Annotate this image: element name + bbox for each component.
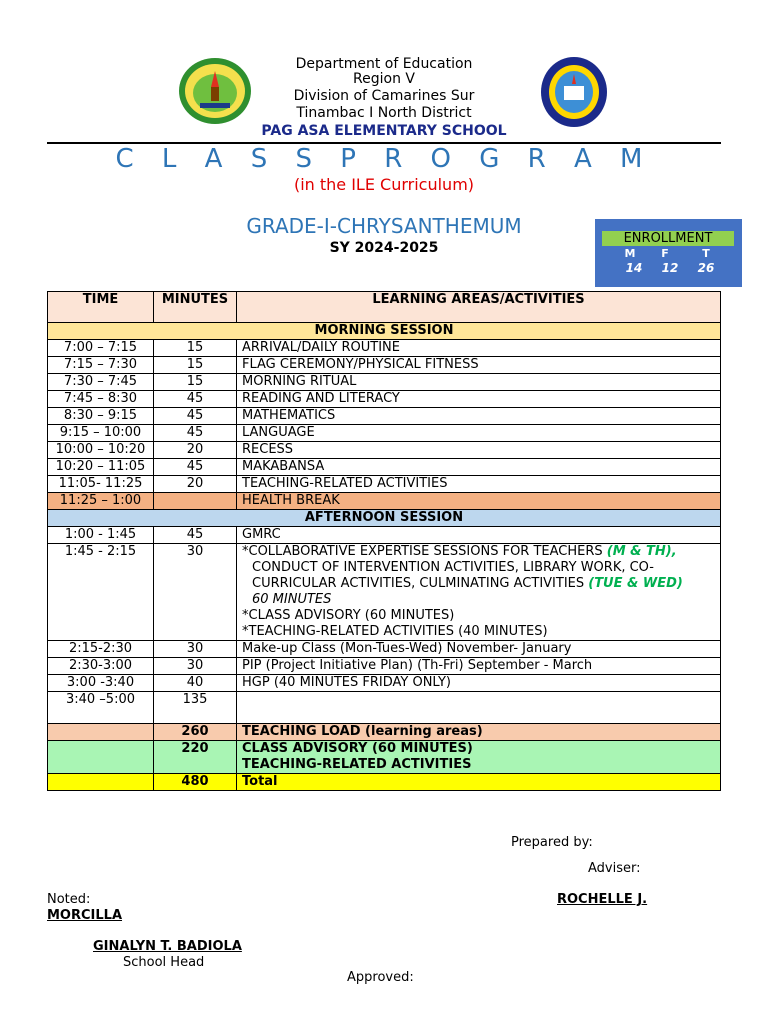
total-row (48, 774, 721, 791)
row-time: 1:00 - 1:45 (48, 527, 154, 544)
header-region: Region V (353, 71, 415, 87)
advisory-row (48, 741, 721, 774)
table-row (48, 476, 721, 493)
header-department: Department of Education (295, 56, 473, 72)
collab-days-1: (M & TH), (606, 544, 677, 559)
adviser-name: ROCHELLE J. (557, 892, 648, 907)
header-district: Tinambac I North District (296, 105, 472, 121)
table-row (48, 692, 721, 724)
collab-activities (237, 544, 721, 641)
row-minutes: 480 (154, 774, 237, 791)
prepared-by-label: Prepared by: (511, 835, 593, 850)
row-activity: Total (237, 774, 721, 791)
table-row (48, 408, 721, 425)
table-row (48, 391, 721, 408)
row-activity: ARRIVAL/DAILY ROUTINE (237, 340, 721, 357)
adviser-label: Adviser: (588, 861, 641, 876)
row-minutes: 15 (154, 340, 237, 357)
row-minutes: 45 (154, 459, 237, 476)
row-time: 9:15 – 10:00 (48, 425, 154, 442)
advisory-line-2: TEACHING-RELATED ACTIVITIES (242, 757, 472, 772)
table-row (48, 442, 721, 459)
table-row (48, 357, 721, 374)
morning-session-row (48, 323, 721, 340)
enrollment-col-m: M (624, 247, 636, 260)
morning-session-label: MORNING SESSION (48, 323, 721, 340)
header-time: TIME (48, 292, 154, 323)
table-row (48, 340, 721, 357)
row-time: 11:25 – 1:00 (48, 493, 154, 510)
enrollment-value-m: 14 (625, 261, 643, 275)
enrollment-value-f: 12 (661, 261, 679, 275)
row-activity: GMRC (237, 527, 721, 544)
row-activity: FLAG CEREMONY/PHYSICAL FITNESS (237, 357, 721, 374)
table-row (48, 675, 721, 692)
noted-label: Noted: (47, 892, 91, 907)
row-time: 10:20 – 11:05 (48, 459, 154, 476)
row-time: 7:30 – 7:45 (48, 374, 154, 391)
row-minutes: 20 (154, 476, 237, 493)
row-time: 7:15 – 7:30 (48, 357, 154, 374)
table-row (48, 425, 721, 442)
row-time (48, 774, 154, 791)
approved-label: Approved: (347, 970, 414, 985)
enrollment-box (595, 219, 742, 287)
school-head-title: School Head (123, 955, 205, 970)
collab-line-2: CONDUCT OF INTERVENTION ACTIVITIES, LIBRARY WORK, CO-CURRICULAR ACTIVITIES, CULMINATING ACTIVITIES (252, 560, 654, 591)
grade-section: GRADE-I-CHRYSANTHEMUM (246, 214, 522, 238)
collab-line-1: *COLLABORATIVE EXPERTISE SESSIONS FOR TEACHERS (242, 544, 607, 559)
row-time: 3:00 -3:40 (48, 675, 154, 692)
header-learning-areas: LEARNING AREAS/ACTIVITIES (237, 292, 721, 323)
table-row (48, 658, 721, 675)
row-minutes: 220 (154, 741, 237, 774)
row-minutes: 30 (154, 544, 237, 641)
row-activity: Make-up Class (Mon-Tues-Wed) November- January (237, 641, 721, 658)
row-minutes: 45 (154, 527, 237, 544)
row-time: 11:05- 11:25 (48, 476, 154, 493)
row-minutes: 30 (154, 658, 237, 675)
table-header-row (48, 292, 721, 323)
class-program-table (47, 291, 721, 791)
school-seal-logo (540, 56, 608, 128)
collab-row (48, 544, 721, 641)
row-activity: RECESS (237, 442, 721, 459)
collab-line-4: *CLASS ADVISORY (60 MINUTES) (242, 608, 455, 623)
row-activity: MAKABANSA (237, 459, 721, 476)
row-minutes: 260 (154, 724, 237, 741)
row-time: 7:45 – 8:30 (48, 391, 154, 408)
row-activity: HEALTH BREAK (237, 493, 721, 510)
row-time (48, 741, 154, 774)
row-minutes: 30 (154, 641, 237, 658)
enrollment-value-t: 26 (697, 261, 715, 275)
collab-days-2: (TUE & WED) (588, 576, 683, 591)
row-activity: LANGUAGE (237, 425, 721, 442)
row-minutes: 20 (154, 442, 237, 459)
row-activity: HGP (40 MINUTES FRIDAY ONLY) (237, 675, 721, 692)
row-minutes: 40 (154, 675, 237, 692)
row-activity: MORNING RITUAL (237, 374, 721, 391)
header-division: Division of Camarines Sur (293, 88, 475, 104)
enrollment-col-t: T (702, 247, 710, 260)
row-minutes (154, 493, 237, 510)
row-minutes: 45 (154, 408, 237, 425)
row-minutes: 135 (154, 692, 237, 724)
row-activity: TEACHING-RELATED ACTIVITIES (237, 476, 721, 493)
row-time: 7:00 – 7:15 (48, 340, 154, 357)
table-row (48, 641, 721, 658)
row-time: 1:45 - 2:15 (48, 544, 154, 641)
enrollment-col-f: F (661, 247, 669, 260)
row-time: 2:30-3:00 (48, 658, 154, 675)
row-activity: PIP (Project Initiative Plan) (Th-Fri) September - March (237, 658, 721, 675)
page-subtitle: (in the ILE Curriculum) (293, 175, 475, 194)
header-minutes: MINUTES (154, 292, 237, 323)
teaching-load-row (48, 724, 721, 741)
advisory-line-1: CLASS ADVISORY (60 MINUTES) (242, 741, 473, 756)
school-head-name: GINALYN T. BADIOLA (93, 939, 242, 954)
row-activity (237, 692, 721, 724)
school-name: PAG ASA ELEMENTARY SCHOOL (261, 123, 507, 139)
table-row (48, 527, 721, 544)
health-break-row (48, 493, 721, 510)
collab-line-3: 60 MINUTES (252, 592, 332, 607)
row-time: 3:40 –5:00 (48, 692, 154, 724)
row-time: 2:15-2:30 (48, 641, 154, 658)
table-row (48, 459, 721, 476)
morcilla-name: MORCILLA (47, 908, 123, 923)
collab-line-5: *TEACHING-RELATED ACTIVITIES (40 MINUTES) (242, 624, 548, 639)
afternoon-session-label: AFTERNOON SESSION (48, 510, 721, 527)
row-minutes: 15 (154, 357, 237, 374)
enrollment-label: ENROLLMENT (602, 231, 734, 246)
afternoon-session-row (48, 510, 721, 527)
row-minutes: 45 (154, 391, 237, 408)
row-minutes: 15 (154, 374, 237, 391)
table-row (48, 374, 721, 391)
row-activity: TEACHING LOAD (learning areas) (237, 724, 721, 741)
row-time (48, 724, 154, 741)
row-activity: MATHEMATICS (237, 408, 721, 425)
advisory-activities (237, 741, 721, 774)
row-time: 8:30 – 9:15 (48, 408, 154, 425)
row-activity: READING AND LITERACY (237, 391, 721, 408)
page-title: C L A S S P R O G R A M (115, 144, 653, 174)
row-minutes: 45 (154, 425, 237, 442)
row-time: 10:00 – 10:20 (48, 442, 154, 459)
school-year: SY 2024-2025 (329, 240, 439, 256)
